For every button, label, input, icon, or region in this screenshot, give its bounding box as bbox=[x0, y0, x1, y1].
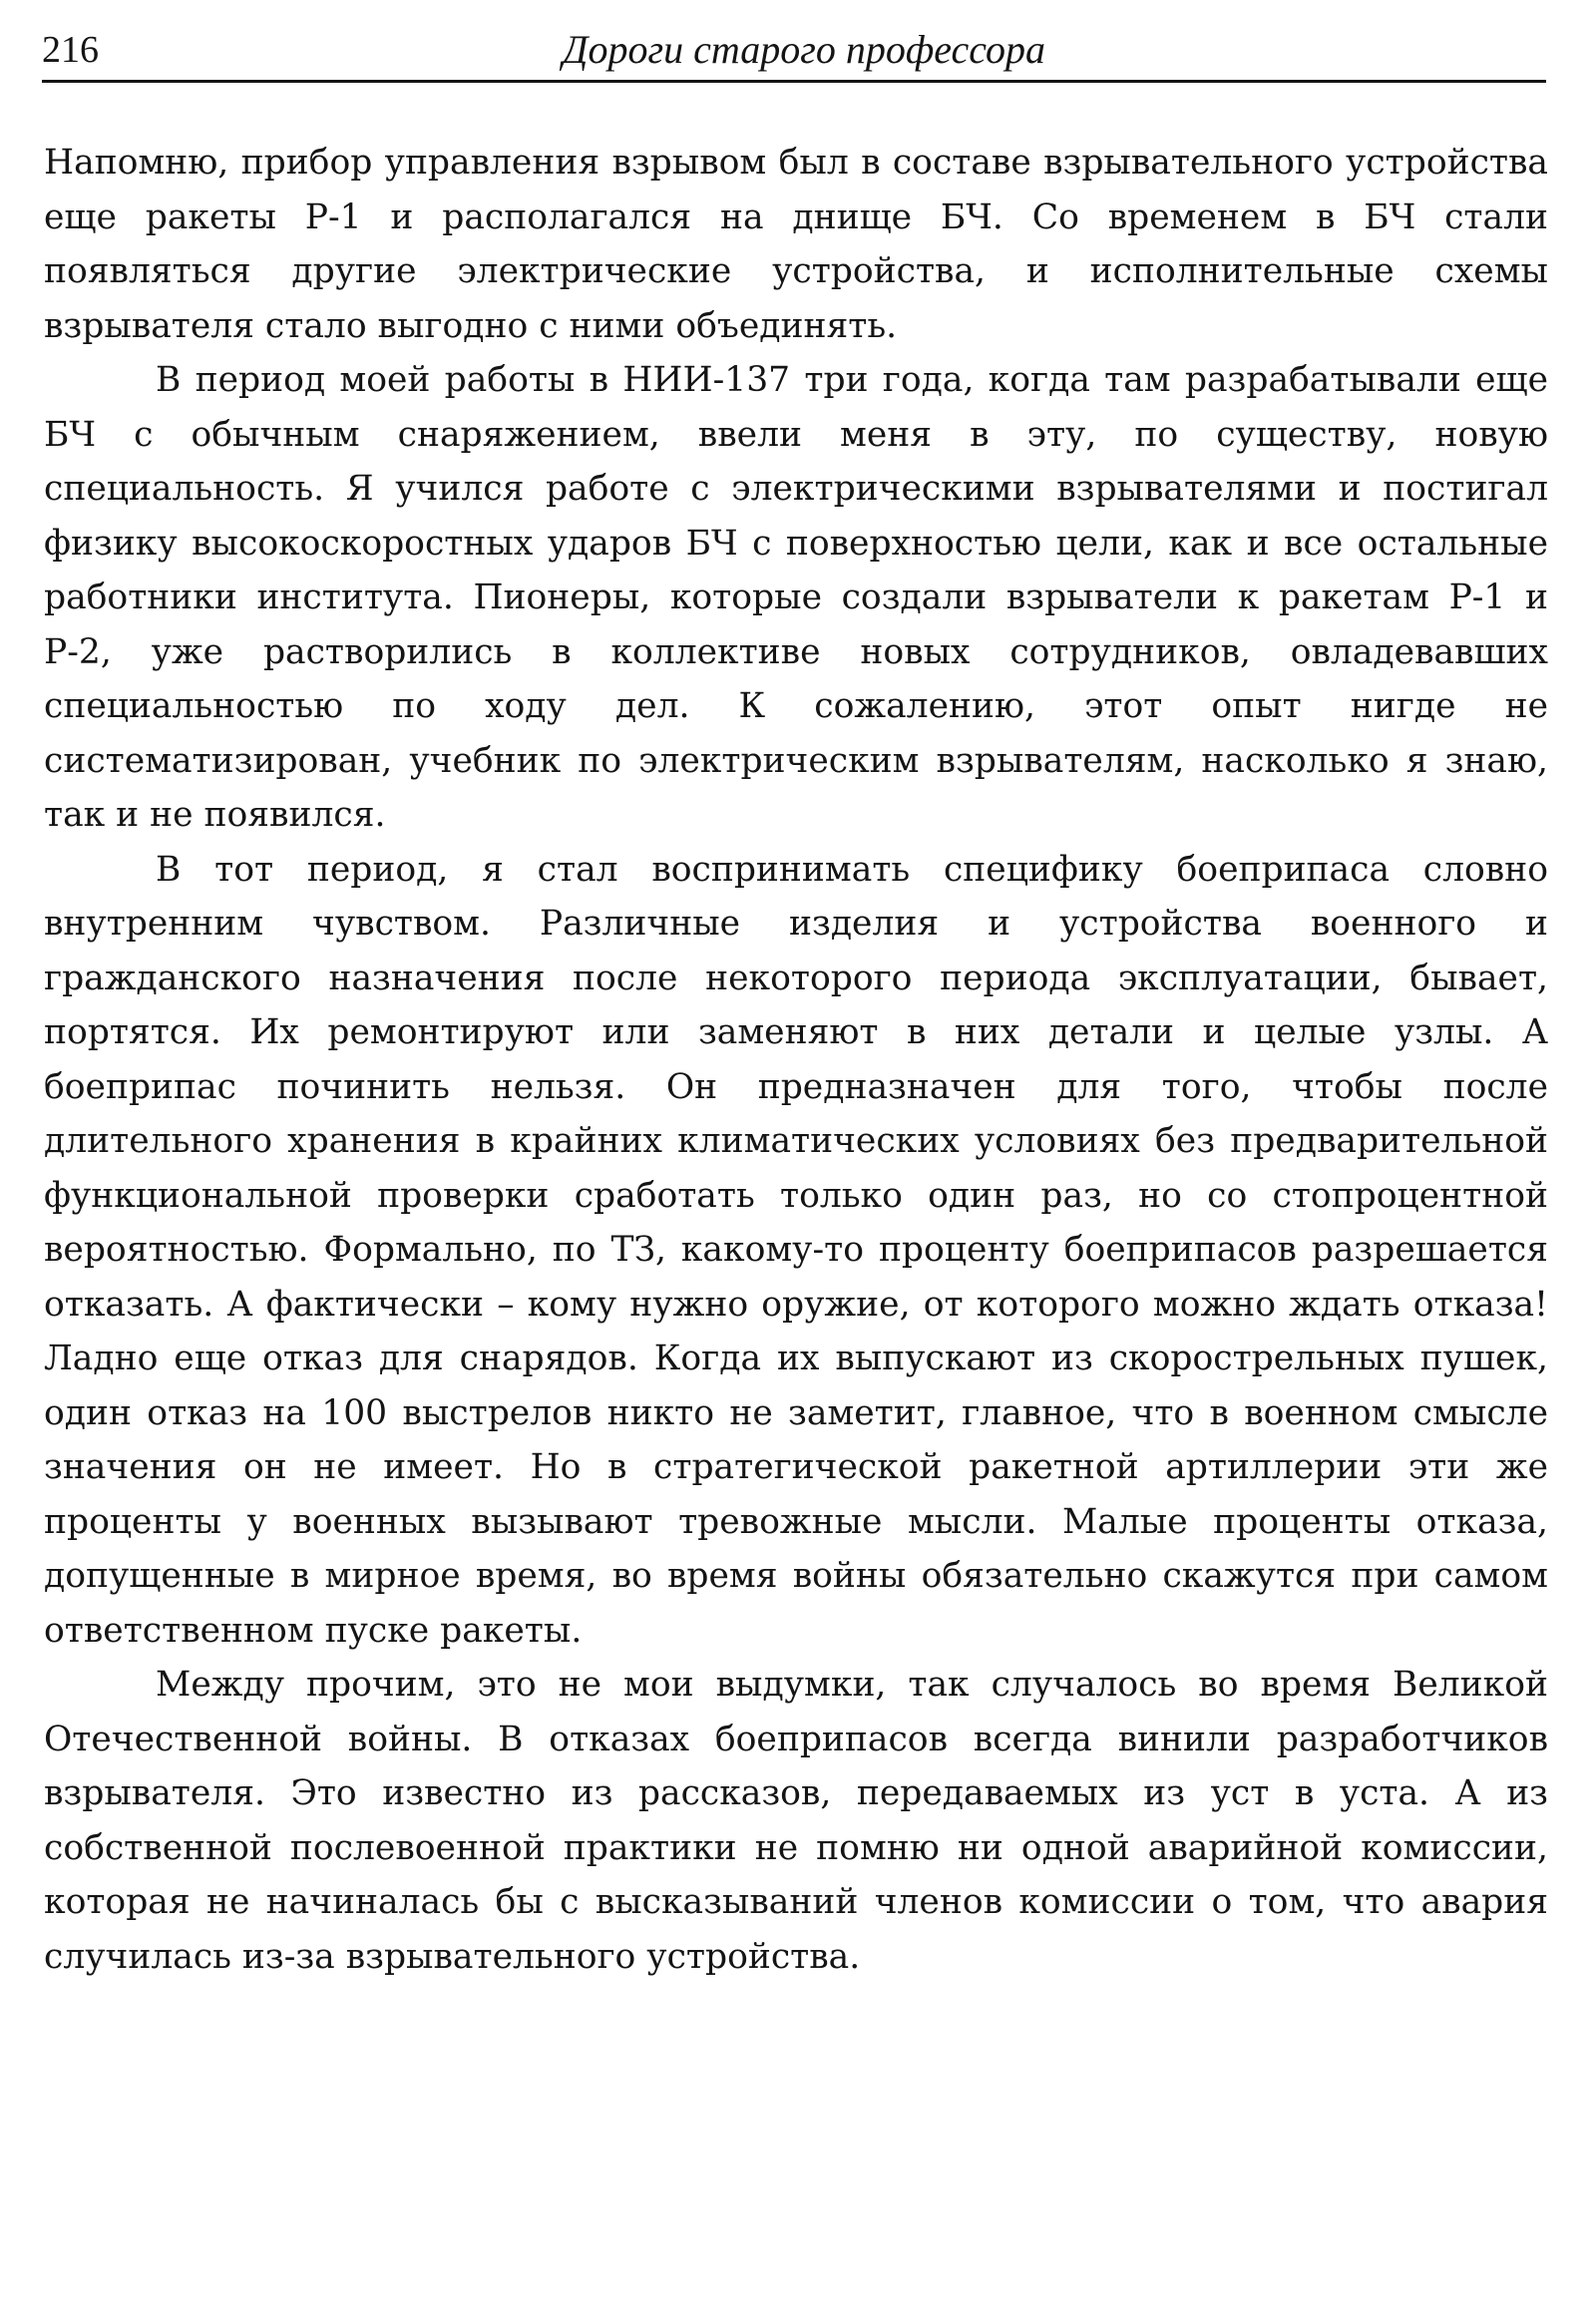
paragraph-3: В тот период, я стал воспринимать специфику боеприпаса словно внутренним чувством. Различные изделия и устройства военного и гражданского назначения после некоторого периода эксплуатации, бывает, портятся. Их ремонтируют или заменяют в них детали и целые узлы. А боеприпас починить нельзя. Он предназначен для того, чтобы после длительного хранения в крайних климатических условиях без предварительной функциональной проверки сработать только один раз, но со стопроцентной вероятностью. Формально, по ТЗ, какому-то проценту боеприпасов разрешается отказать. А фактически – кому нужно оружие, от которого можно ждать отказа! Ладно еще отказ для снарядов. Когда их выпускают из скорострельных пушек, один отказ на 100 выстрелов никто не заметит, главное, что в военном смысле значения он не имеет. Но в стратегической ракетной артиллерии эти же проценты у военных вызывают тревожные мысли. Малые проценты отказа, допущенные в мирное время, во время войны обязательно скажутся при самом ответственном пуске ракеты. bbox=[44, 849, 1548, 1651]
header-rule bbox=[42, 80, 1546, 83]
page-number: 216 bbox=[42, 29, 99, 71]
page-header bbox=[42, 22, 1546, 80]
paragraph-1: Напомню, прибор управления взрывом был в составе взрывательного устройства еще ракеты Р-1 и располагался на днище БЧ. Со временем в БЧ стали появляться другие электрические устройства, и исполнительные схемы взрывателя стало выгодно с ними объединять. bbox=[44, 143, 1548, 346]
paragraph-4: Между прочим, это не мои выдумки, так случалось во время Великой Отечественной войны. В отказах боеприпасов всегда винили разработчиков взрывателя. Это известно из рассказов, передаваемых из уст в уста. А из собственной послевоенной практики не помню ни одной аварийной комиссии, которая не начиналась бы с высказываний членов комиссии о том, что авария случилась из-за взрывательного устройства. bbox=[44, 1665, 1548, 1977]
body-text bbox=[44, 136, 1548, 1984]
running-title: Дороги старого профессора bbox=[563, 27, 1045, 72]
paragraph-2: В период моей работы в НИИ-137 три года, когда там разрабатывали еще БЧ с обычным снаряжением, ввели меня в эту, по существу, новую специальность. Я учился работе с электрическими взрывателями и постигал физику высокоскоростных ударов БЧ с поверхностью цели, как и все остальные работники института. Пионеры, которые создали взрыватели к ракетам Р-1 и Р-2, уже растворились в коллективе новых сотрудников, овладевавших специальностью по ходу дел. К сожалению, этот опыт нигде не систематизирован, учебник по электрическим взрывателям, насколько я знаю, так и не появился. bbox=[44, 360, 1548, 835]
